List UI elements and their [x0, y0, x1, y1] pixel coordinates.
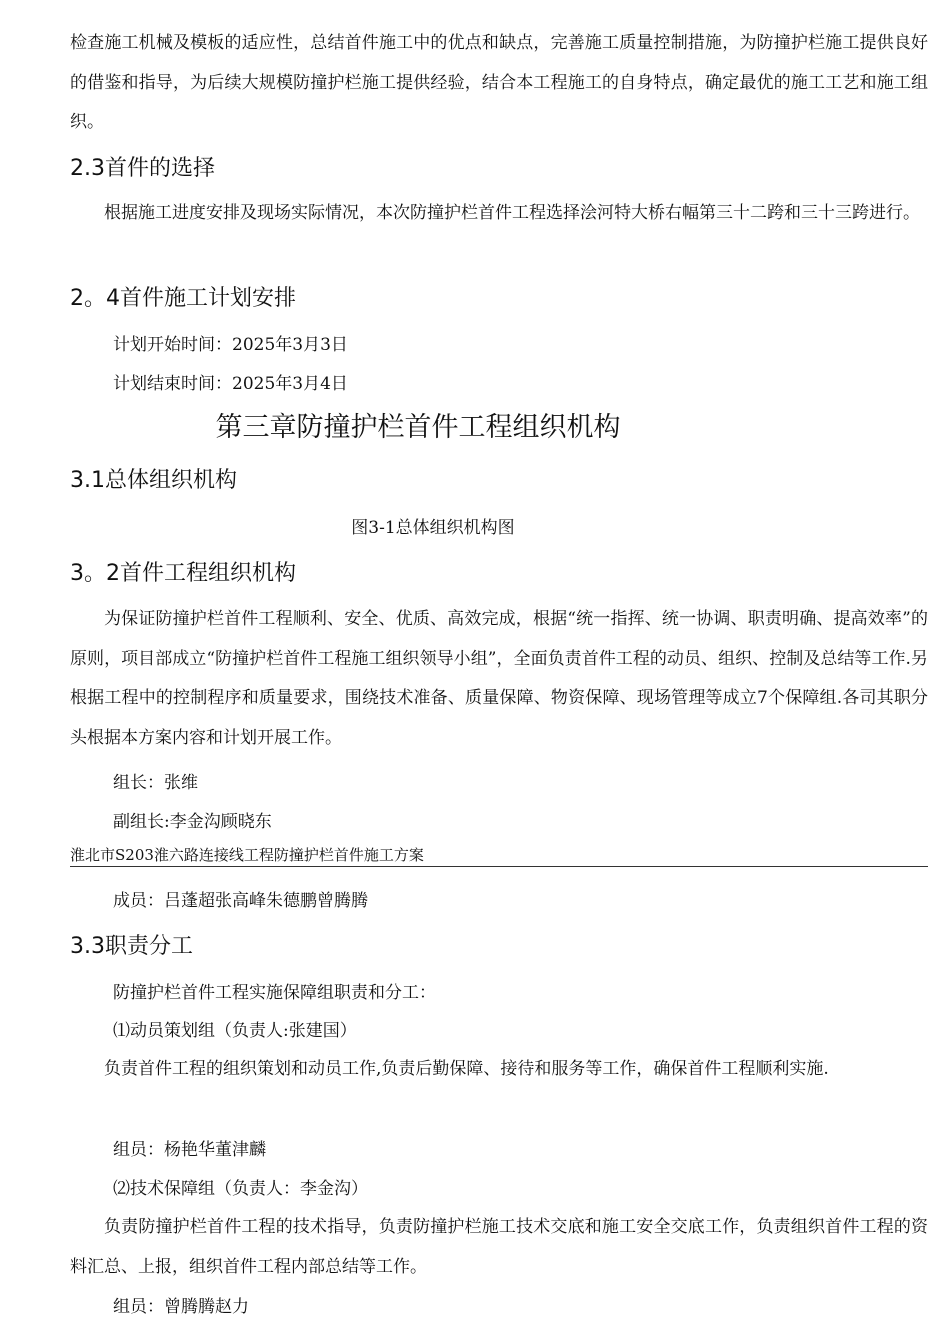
group2-members: 组员：曾腾腾赵力 — [113, 1297, 249, 1317]
heading-3-1: 3.1总体组织机构 — [70, 468, 237, 493]
page-footer: 淮北市S203淮六路连接线工程防撞护栏首件施工方案 — [70, 845, 928, 867]
group1-title: ⑴动员策划组（负责人:张建国） — [113, 1021, 357, 1041]
paragraph-2-2-end: 检查施工机械及模板的适应性，总结首件施工中的优点和缺点，完善施工质量控制措施，为防撞护栏施工提供良好的借鉴和指导，为后续大规模防撞护栏施工提供经验，结合本工程施工的自身特点，确定最优的施工工艺和施工组织。 — [70, 33, 928, 132]
figure-caption: 图3-1总体组织机构图 — [351, 518, 515, 538]
heading-3-2: 3。2首件工程组织机构 — [70, 561, 296, 586]
group2-description: 负责防撞护栏首件工程的技术指导，负责防撞护栏施工技术交底和施工安全交底工作，负责组织首件工程的资料汇总、上报，组织首件工程内部总结等工作。 — [70, 1217, 928, 1277]
heading-3-3: 3.3职责分工 — [70, 934, 193, 959]
group-leader: 组长：张维 — [113, 773, 198, 793]
group1-description: 负责首件工程的组织策划和动员工作,负责后勤保障、接待和服务等工作，确保首件工程顺利实施. — [104, 1059, 829, 1079]
plan-start-time: 计划开始时间：2025年3月3日 — [113, 335, 348, 355]
heading-2-3: 2.3首件的选择 — [70, 156, 215, 181]
paragraph-2-3: 根据施工进度安排及现场实际情况，本次防撞护栏首件工程选择浍河特大桥右幅第三十二跨和三十三跨进行。 — [104, 203, 920, 223]
group-members: 成员：吕蓬超张高峰朱德鹏曾腾腾 — [113, 891, 368, 911]
chapter-title: 第三章防撞护栏首件工程组织机构 — [215, 412, 621, 443]
paragraph-3-2: 为保证防撞护栏首件工程顺利、安全、优质、高效完成，根据“统一指挥、统一协调、职责明确、提高效率”的原则，项目部成立“防撞护栏首件工程施工组织领导小组”，全面负责首件工程的动员、组织、控制及总结等工作.另根据工程中的控制程序和质量要求，围绕技术准备、质量保障、物资保障、现场管理等成立7个保障组.各司其职分头根据本方案内容和计划开展工作。 — [70, 609, 928, 748]
deputy-leader: 副组长:李金沟顾晓东 — [113, 812, 272, 832]
group1-members: 组员：杨艳华董津麟 — [113, 1140, 266, 1160]
plan-end-time: 计划结束时间：2025年3月4日 — [113, 374, 348, 394]
heading-2-4: 2。4首件施工计划安排 — [70, 286, 296, 311]
duties-intro: 防撞护栏首件工程实施保障组职责和分工： — [113, 983, 436, 1003]
group2-title: ⑵技术保障组（负责人：李金沟） — [113, 1179, 368, 1199]
